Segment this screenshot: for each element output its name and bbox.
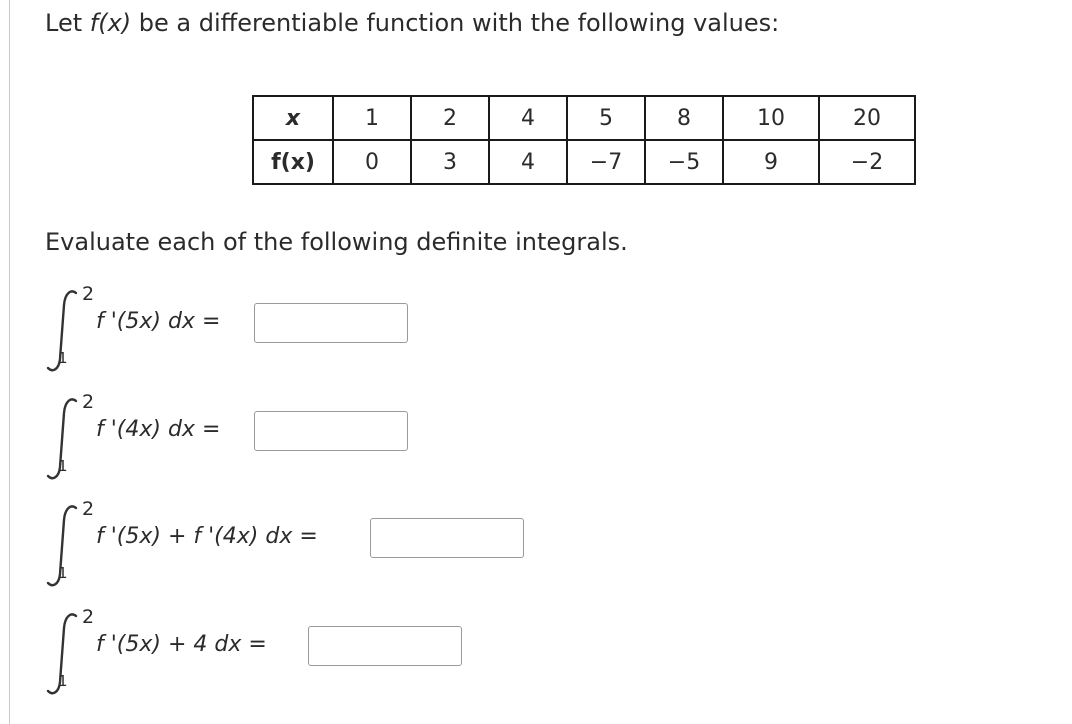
equals-sign: = bbox=[248, 632, 267, 657]
upper-limit: 2 bbox=[82, 391, 95, 413]
page-left-border bbox=[9, 0, 10, 724]
equals-sign: = bbox=[201, 309, 221, 334]
intro-suffix: be a differentiable function with the following values: bbox=[131, 9, 780, 37]
x-value: 10 bbox=[723, 96, 819, 140]
integrand-text: f '(4x) dx bbox=[96, 417, 195, 442]
integral-4 bbox=[36, 606, 636, 700]
lower-limit: 1 bbox=[58, 672, 68, 690]
equals-sign: = bbox=[299, 524, 318, 549]
fx-value: 0 bbox=[333, 140, 411, 184]
fx-value: 3 bbox=[411, 140, 489, 184]
integrand-text: f '(5x) + 4 dx bbox=[96, 632, 242, 657]
fx-value: −2 bbox=[819, 140, 915, 184]
problem-statement bbox=[45, 7, 779, 39]
integrand-text: f '(5x) + f '(4x) dx bbox=[96, 524, 293, 549]
x-value: 8 bbox=[645, 96, 723, 140]
integrand bbox=[96, 632, 267, 657]
answer-input-1[interactable] bbox=[254, 303, 408, 343]
answer-input-3[interactable] bbox=[370, 518, 524, 558]
answer-input-4[interactable] bbox=[308, 626, 462, 666]
integrand-text: f '(5x) dx bbox=[96, 309, 195, 334]
integral-2 bbox=[36, 391, 636, 485]
x-value: 2 bbox=[411, 96, 489, 140]
fx-value: −7 bbox=[567, 140, 645, 184]
intro-prefix: Let bbox=[45, 9, 90, 37]
equals-sign: = bbox=[201, 417, 221, 442]
x-value: 5 bbox=[567, 96, 645, 140]
intro-function: f(x) bbox=[89, 9, 132, 37]
fx-header: f(x) bbox=[253, 140, 333, 184]
values-table bbox=[252, 95, 916, 185]
upper-limit: 2 bbox=[82, 606, 95, 628]
fx-value: 9 bbox=[723, 140, 819, 184]
answer-input-2[interactable] bbox=[254, 411, 408, 451]
upper-limit: 2 bbox=[82, 498, 95, 520]
x-value: 20 bbox=[819, 96, 915, 140]
integral-3 bbox=[36, 498, 636, 592]
fx-row bbox=[253, 140, 915, 184]
integrand bbox=[96, 524, 318, 549]
lower-limit: 1 bbox=[58, 349, 68, 367]
integral-1 bbox=[36, 283, 636, 377]
x-row bbox=[253, 96, 915, 140]
x-header: x bbox=[253, 96, 333, 140]
integrand bbox=[96, 417, 220, 442]
lower-limit: 1 bbox=[58, 564, 68, 582]
fx-value: 4 bbox=[489, 140, 567, 184]
fx-value: −5 bbox=[645, 140, 723, 184]
x-value: 1 bbox=[333, 96, 411, 140]
integrand bbox=[96, 309, 220, 334]
evaluate-instruction: Evaluate each of the following definite integrals. bbox=[45, 228, 628, 256]
x-value: 4 bbox=[489, 96, 567, 140]
lower-limit: 1 bbox=[58, 457, 68, 475]
upper-limit: 2 bbox=[82, 283, 95, 305]
